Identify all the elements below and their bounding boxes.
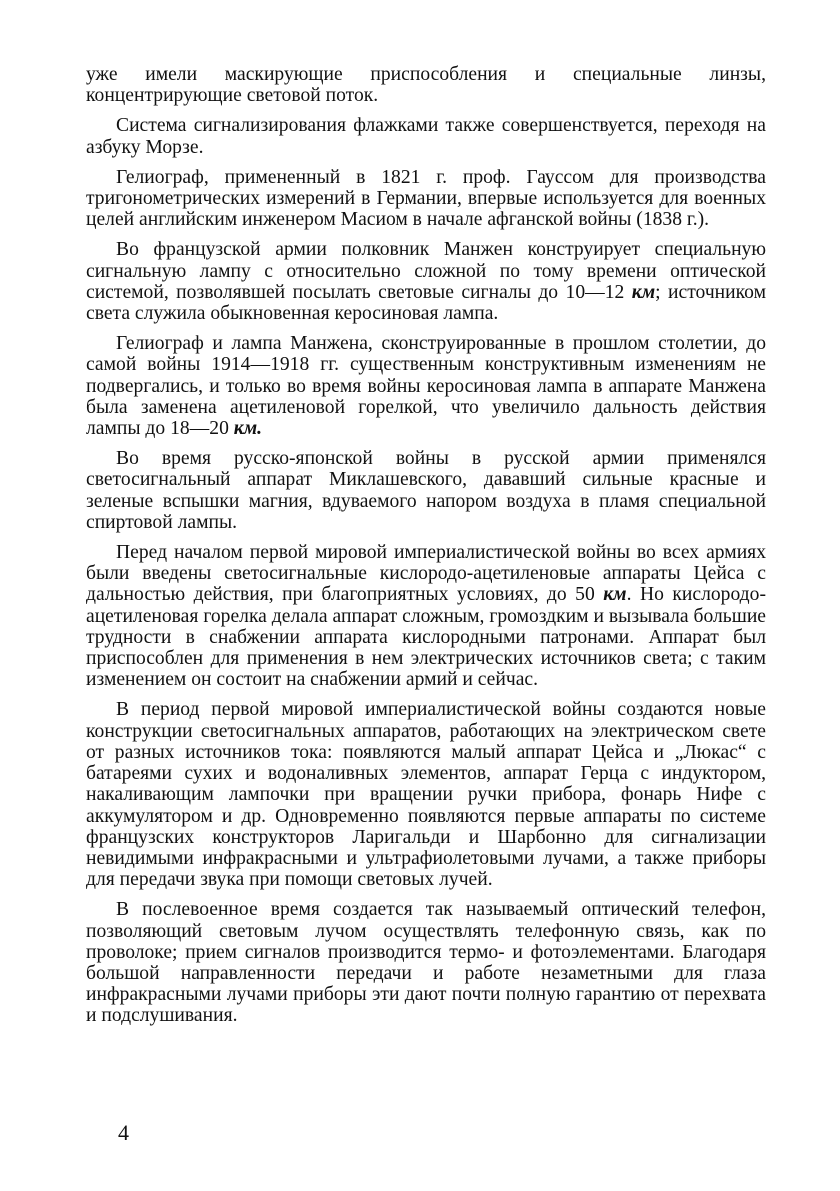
paragraph-4-text-b: ; источником света служила обыкновенная керосиновая лампа. xyxy=(86,281,767,325)
paragraph-8: В период первой мировой империалистической войны создаются новые конструкции светосигнальных аппаратов, работающих на электрическом свете от разных источников тока: появляются малый аппарат Цейса и „Люкас“ с батареями сухих и водоналивных элементов, аппарат Герца с индуктором, накаливающим лампочки при вращении ручки прибора, фонарь Нифе с аккумулятором и др. Одновременно появляются первые аппараты по системе французских конструкторов Ларигальди и Шарбонно для сигнализации невидимыми инфракрасными и ультрафиолетовыми лучами, а также приборы для передачи звука при помощи световых лучей. xyxy=(86,699,766,891)
paragraph-1: уже имели маскирующие приспособления и специальные линзы, концентрирующие световой поток. xyxy=(86,64,766,107)
paragraph-9: В послевоенное время создается так называемый оптический телефон, позволяющий световым лучом осуществлять телефонную связь, как по проволоке; прием сигналов производится термо- и фотоэлементами. Благодаря большой направленности передачи и работе незаметными для глаза инфракрасными лучами приборы эти дают почти полную гарантию от перехвата и подслушивания. xyxy=(86,899,766,1027)
paragraph-7-text-b: . Но кислородо-ацетиленовая горелка делала аппарат сложным, громоздким и вызывала большие трудности в снабжении аппарата кислородными патронами. Аппарат был приспособлен для применения в нем электрических источников света; с таким изменением он состоит на снабжении армий и сейчас. xyxy=(86,584,766,691)
paragraph-7 xyxy=(86,542,766,690)
paragraph-3: Гелиограф, примененный в 1821 г. проф. Гауссом для производства тригонометрических измерений в Германии, впервые используется для военных целей английским инженером Масиом в начале афганской войны (1838 г.). xyxy=(86,166,766,231)
paragraph-4 xyxy=(86,239,766,324)
paragraph-5-text: Гелиограф и лампа Манжена, сконструированные в прошлом столетии, до самой войны 1914—1918 гг. существенным конструктивным изменениям не подвергались, и только во время войны керосиновая лампа в аппарате Манжена была заменена ацетиленовой горелкой, что увеличило дальность действия лампы до 18—20 xyxy=(86,333,766,440)
paragraph-4-text-a: Во французской армии полковник Манжен конструирует специальную сигнальную лампу с относительно сложной по тому времени оптической системой, позволявшей посылать световые сигналы до 10—12 xyxy=(86,239,766,303)
paragraph-2: Система сигнализирования флажками также совершенствуется, переходя на азбуку Морзе. xyxy=(86,115,766,158)
paragraph-7-text-a: Перед началом первой мировой империалистической войны во всех армиях были введены светосигнальные кислородо-ацетиленовые аппараты Цейса с дальностью действия, при благоприятных условиях, до 50 xyxy=(86,542,766,606)
page-body xyxy=(86,64,766,1036)
unit-km: км xyxy=(631,281,656,303)
paragraph-6: Во время русско-японской войны в русской армии применялся светосигнальный аппарат Миклашевского, дававший сильные красные и зеленые вспышки магния, вдуваемого напором воздуха в пламя специальной спиртовой лампы. xyxy=(86,448,766,533)
unit-km: км xyxy=(603,584,627,606)
unit-km: км. xyxy=(233,418,263,440)
page-number: 4 xyxy=(118,1120,129,1145)
paragraph-5 xyxy=(86,333,766,439)
